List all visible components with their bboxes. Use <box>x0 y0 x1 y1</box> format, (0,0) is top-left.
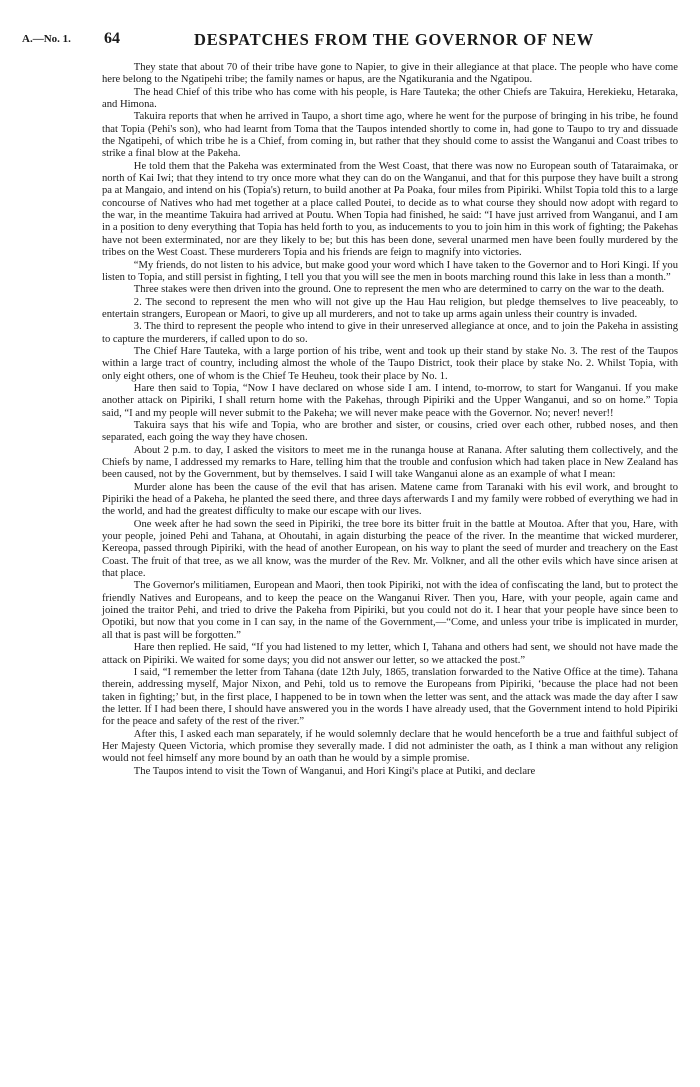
paragraph: The head Chief of this tribe who has come with his people, is Hare Tauteka; the other Chiefs are Takuira, Herekieku, Hetaraka, and Himona. <box>102 86 678 111</box>
paragraph: He told them that the Pakeha was exterminated from the West Coast, that there was now no European south of Tataraimaka, or north of Kai Iwi; that they intend to try once more what they can do on the Wanganui, and that for this purpose they have built a strong pa at Mangaio, and intend on his (Topia's) return, to build another at Pa Poaka, four miles from Pipiriki. Whilst Topia told this to a large concourse of Natives who had met together at a place called Poutei, to decide as to what course they should now adopt with regard to the war, in the meantime Takuira had arrived at Poutu. When Topia had finished, he said: “I have just arrived from Wanganui, and I am in a position to deny everything that Topia has held forth to you, as inducements to you to join him in this work of fighting; the Pakehas have not been exterminated, nor are they likely to be; but this has been done, several unarmed men have been foully murdered by the tribes on the West Coast. These murderers Topia and his friends are feign to magnify into victories. <box>102 160 678 259</box>
paragraph: The Taupos intend to visit the Town of Wanganui, and Hori Kingi's place at Putiki, and declare <box>133 765 536 777</box>
body-text <box>22 62 678 778</box>
page-number: 64 <box>104 30 120 47</box>
paragraph: Hare then replied. He said, “If you had listened to my letter, which I, Tahana and others had sent, we should not have made the attack on Pipiriki. We waited for some days; you did not answer our letter, so we attacked the post.” <box>102 642 678 666</box>
paragraph: Hare then said to Topia, “Now I have declared on whose side I am. I intend, to-morrow, to start for Wanganui. If you make another attack on Pipiriki, I shall return home with the Pakehas, through Pipiriki and the Upper Wanganui, and so on home.” Topia said, “I and my people will never submit to the Pakeha; we will never make peace with the Governor. No; never! never!! <box>102 382 678 419</box>
paragraph: Three stakes were then driven into the ground. One to represent the men who are determined to carry on the war to the death. <box>133 284 665 296</box>
paragraph: They state that about 70 of their tribe have gone to Napier, to give in their allegiance at that place. The people who have come here belong to the Ngatipehi tribe; the family names or hapus, are the Ngatikurania and the Ngatipou. <box>102 62 678 86</box>
paragraph: One week after he had sown the seed in Pipiriki, the tree bore its bitter fruit in the battle at Moutoa. After that you, Hare, with your people, joined Pehi and Tahana, at Ohoutahi, in again disturbing the peace of the river. In the meantime that wicked murderer, Kereopa, passed through Pipiriki, with the head of another European, on his way to plant the seed of murder and treachery on the East Coast. The fruit of that tree, as we all know, was the murder of the Rev. Mr. Volkner, and all the other evils which have since arisen at that place. <box>102 518 678 580</box>
paragraph: Murder alone has been the cause of the evil that has arisen. Matene came from Taranaki with his evil work, and brought to Pipiriki the head of a Pakeha, he planted the seed there, and three days afterwards I and my family were robbed of everything we had in the world, and had the greatest difficulty to make our escape with our lives. <box>102 481 678 518</box>
paragraph: The Chief Hare Tauteka, with a large portion of his tribe, went and took up their stand by stake No. 3. The rest of the Taupos within a large tract of country, including almost the whole of the Taupo District, took their place by stake No. 2. Whilst Topia, with only eight others, one of whom is the Chief Te Heuheu, took their place by No. 1. <box>102 345 678 382</box>
paragraph: After this, I asked each man separately, if he would solemnly declare that he would henceforth be a true and faithful subject of Her Majesty Queen Victoria, which promise they severally made. I did not administer the oath, as I think a man without any religion would not feel himself any more bound by an oath than he would by a simple promise. <box>102 728 678 765</box>
page-header <box>22 30 678 50</box>
paragraph: 2. The second to represent the men who will not give up the Hau Hau religion, but pledge themselves to live peaceably, to entertain strangers, European or Maori, to give up all murderers, and not to take up arms again unless their country is invaded. <box>102 296 678 320</box>
paragraph: 3. The third to represent the people who intend to give in their unreserved allegiance at once, and to join the Pakeha in assisting to capture the murderers, if called upon to do so. <box>102 321 678 345</box>
running-title: DESPATCHES FROM THE GOVERNOR OF NEW <box>194 30 595 49</box>
paragraph: Takuira reports that when he arrived in Taupo, a short time ago, where he went for the purpose of bringing in his tribe, he found that Topia (Pehi's son), who had learnt from Toma that the Taupos intended shortly to come in, had gone to Taupo to try and dissuade the Ngatipehi, of which tribe he is a Chief, from coming in, but rather that they should come to assist the Wanganui and Coast tribes to strike a final blow at the Pakeha. <box>102 111 678 160</box>
paragraph: About 2 p.m. to day, I asked the visitors to meet me in the runanga house at Ranana. After saluting them collectively, and the Chiefs by name, I addressed my remarks to Hare, telling him that the trouble and confusion which had taken place in New Zealand has been caused, not by the Government, but by themselves. I said I will take Wanganui alone as an example of what I mean: <box>102 444 678 481</box>
paragraph: “My friends, do not listen to his advice, but make good your word which I have taken to the Governor and to Hori Kingi. If you listen to Topia, and still persist in fighting, I tell you that you will see the men in boots marching round this lake in less than a month.” <box>102 259 678 283</box>
paragraph: Takuira says that his wife and Topia, who are brother and sister, or cousins, cried over each other, rubbed noses, and then separated, each going the way they have chosen. <box>102 419 678 444</box>
paragraph: I said, “I remember the letter from Tahana (date 12th July, 1865, translation forwarded to the Native Office at the time). Tahana therein, addressing myself, Major Nixon, and Pehi, told us to remove the Europeans from Pipiriki, ‘because the place had not been taken in fighting;’ but, in the first place, I happened to be in town when the letter was sent, and the attack was made the day after I saw the letter. If I had been there, I should have answered you in the words I have already used, that the Government intend to hold Pipiriki for the peace and safety of the rest of the river.” <box>102 666 678 728</box>
document-reference: A.—No. 1. <box>22 33 71 45</box>
paragraph: The Governor's militiamen, European and Maori, then took Pipiriki, not with the idea of confiscating the land, but to protect the friendly Natives and Europeans, and to keep the peace on the Wanganui River. Then you, Hare, with your people, again came and joined the traitor Pehi, and tried to drive the Pakeha from Pipiriki, but you could not do it. I hear that your people have since been to Opotiki, but now that you come in I can say, in the name of the Government,—“Come, and unless your tribe is implicated in murder, all that is past will be forgotten.” <box>102 580 678 641</box>
